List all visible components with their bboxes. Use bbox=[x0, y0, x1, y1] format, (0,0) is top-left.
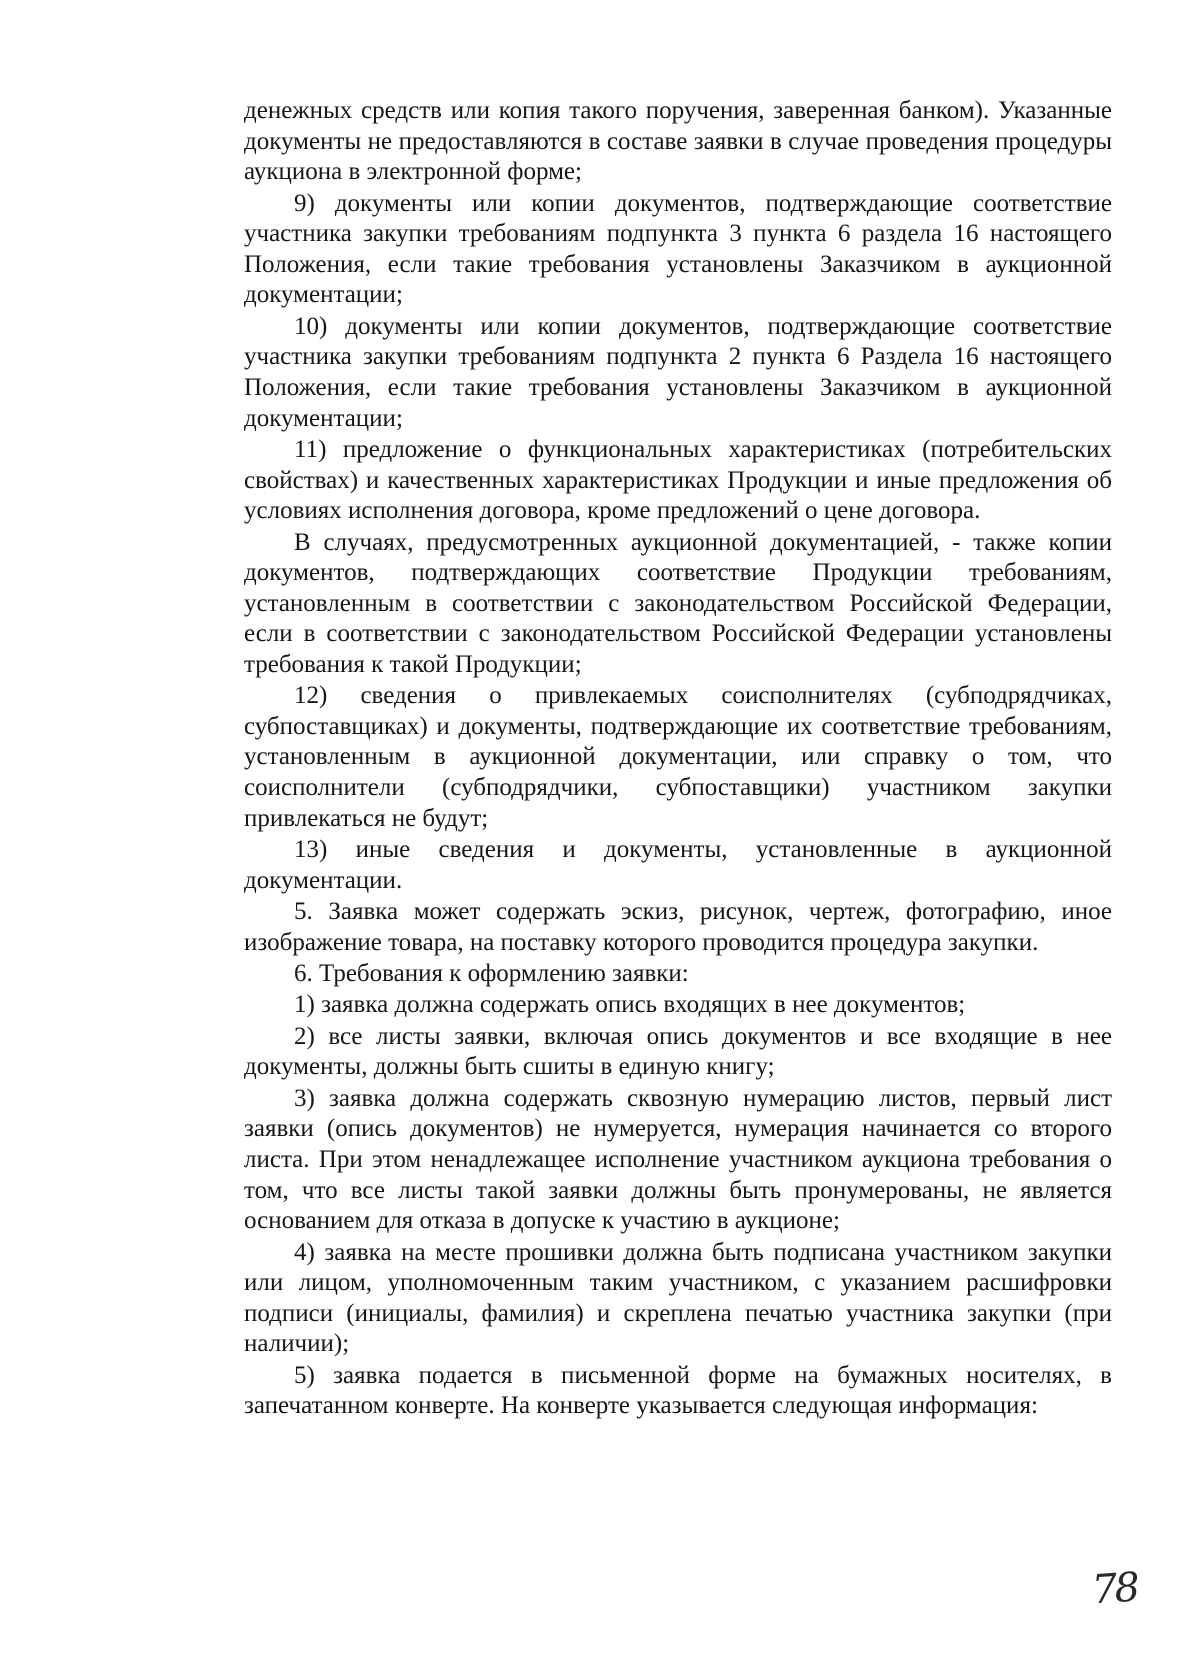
paragraph-subitem-1: 1) заявка должна содержать опись входящих в нее документов; bbox=[294, 991, 966, 1019]
paragraph-subitem-5: 5) заявка подается в письменной форме на бумажных носителях, в запечатанном конверте. На конверте указывается следующая информация: bbox=[244, 1361, 1112, 1420]
paragraph-item-13: 13) иные сведения и документы, установленные в аукционной документации. bbox=[244, 836, 1112, 894]
paragraph-subitem-3: 3) заявка должна содержать сквозную нумерацию листов, первый лист заявки (опись документов) не нумеруется, нумерация начинается со второго листа. При этом ненадлежащее исполнение участником аукциона требования о том, что все листы такой заявки должны быть пронумерованы, не является основанием для отказа в допуске к участию в аукционе; bbox=[244, 1084, 1112, 1235]
document-body bbox=[244, 96, 1112, 1423]
paragraph-item-11: 11) предложение о функциональных характеристиках (потребительских свойствах) и качественных характеристиках Продукции и иные предложения об условиях исполнения договора, кроме предложений о цене договора. bbox=[244, 435, 1112, 525]
paragraph-subitem-4: 4) заявка на месте прошивки должна быть подписана участником закупки или лицом, уполномоченным таким участником, с указанием расшифровки подписи (инициалы, фамилия) и скреплена печатью участника закупки (при наличии); bbox=[244, 1238, 1112, 1358]
paragraph-continuation: денежных средств или копия такого поручения, заверенная банком). Указанные документы не предоставляются в составе заявки в случае проведения процедуры аукциона в электронной форме; bbox=[244, 97, 1112, 186]
handwritten-page-number: 78 bbox=[1090, 1564, 1139, 1614]
paragraph-item-9: 9) документы или копии документов, подтверждающие соответствие участника закупки требованиям подпункта 3 пункта 6 раздела 16 настоящего Положения, если такие требования установлены Заказчиком в аукционной документации; bbox=[244, 189, 1112, 309]
paragraph-special-cases: В случаях, предусмотренных аукционной документацией, - также копии документов, подтверждающих соответствие Продукции требованиям, установленным в соответствии с законодательством Российской Федерации, если в соответствии с законодательством Российской Федерации установлены требования к такой Продукции; bbox=[244, 528, 1112, 678]
paragraph-item-12: 12) сведения о привлекаемых соисполнителях (субподрядчиках, субпоставщиках) и документы, подтверждающие их соответствие требованиям, установленным в аукционной документации, или справку о том, что соисполнители (субподрядчики, субпоставщики) участником закупки привлекаться не будут; bbox=[244, 682, 1112, 832]
paragraph-point-5: 5. Заявка может содержать эскиз, рисунок, чертеж, фотографию, иное изображение товара, на поставку которого проводится процедура закупки. bbox=[244, 898, 1112, 956]
paragraph-item-10: 10) документы или копии документов, подтверждающие соответствие участника закупки требованиям подпункта 2 пункта 6 Раздела 16 настоящего Положения, если такие требования установлены Заказчиком в аукционной документации; bbox=[244, 312, 1112, 432]
paragraph-point-6-heading: 6. Требования к оформлению заявки: bbox=[294, 960, 689, 987]
paragraph-subitem-2: 2) все листы заявки, включая опись документов и все входящие в нее документы, должны быть сшиты в единую книгу; bbox=[244, 1022, 1112, 1081]
